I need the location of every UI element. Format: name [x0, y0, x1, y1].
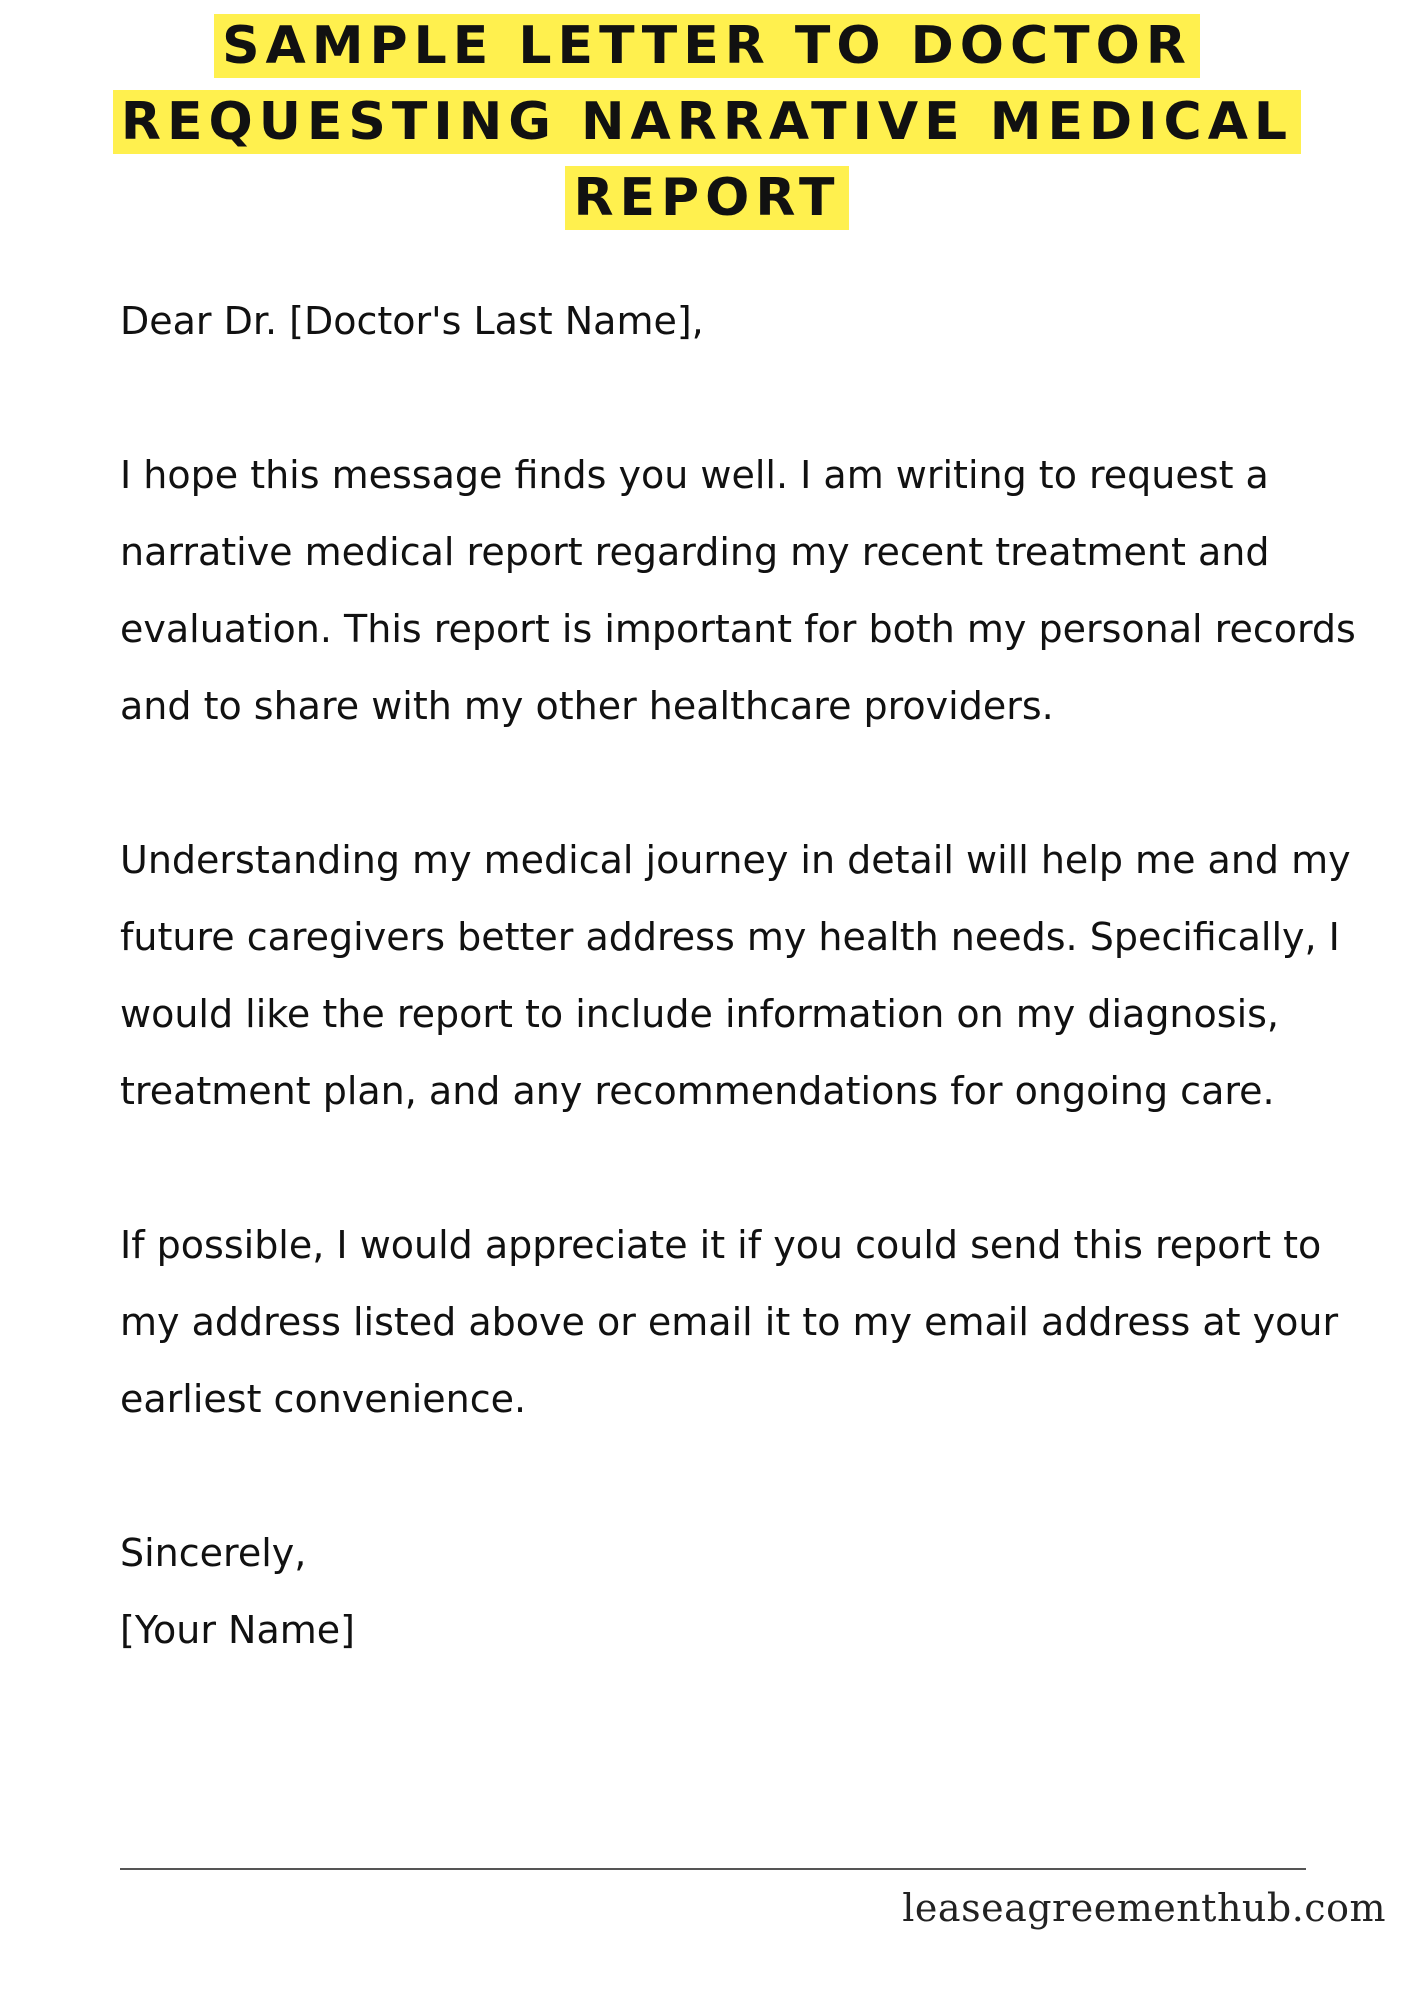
title-line-3: REPORT — [565, 166, 848, 230]
spacer — [120, 1438, 1370, 1515]
spacer — [120, 1130, 1370, 1207]
paragraph-intro: I hope this message finds you well. I am writing to request a narrative medical report regarding my recent treatment and evaluation. This report is important for both my personal records and to share with my other healthcare providers. — [120, 453, 1356, 728]
paragraph-details: Understanding my medical journey in detail will help me and my future caregivers better address my health needs. Specifically, I would like the report to include information on my diagnosis, treatment plan, and any recommendations for ongoing care. — [120, 838, 1351, 1113]
page-title — [60, 8, 1354, 236]
spacer — [120, 360, 1370, 437]
title-line-2: REQUESTING NARRATIVE MEDICAL — [113, 90, 1301, 154]
paragraph-request: If possible, I would appreciate it if you could send this report to my address listed above or email it to my email address at your earliest convenience. — [120, 1223, 1339, 1421]
footer-divider — [120, 1868, 1306, 1870]
title-line-1: SAMPLE LETTER TO DOCTOR — [214, 14, 1200, 78]
signature: [Your Name] — [120, 1608, 355, 1652]
salutation: Dear Dr. [Doctor's Last Name], — [120, 299, 704, 343]
letter-body — [120, 283, 1370, 1669]
closing: Sincerely, — [120, 1531, 307, 1575]
spacer — [120, 745, 1370, 822]
footer-site: leaseagreementhub.com — [902, 1886, 1386, 1930]
